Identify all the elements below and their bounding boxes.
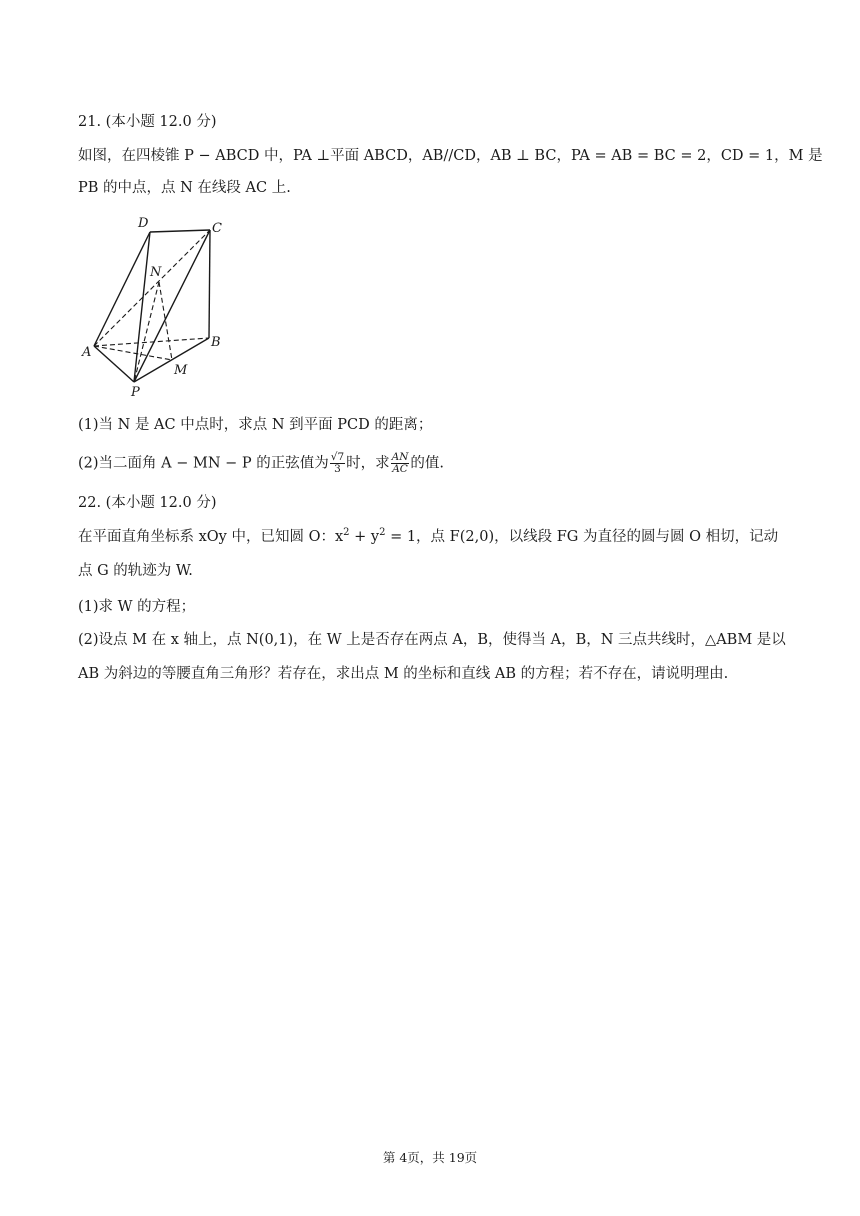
q22-part1: (1)求 W 的方程； [78,599,196,615]
q21-part2: (2)当二面角 A − MN − P 的正弦值为 $\frac{√7}{3}$ 时，求 $\frac{AN}{AC}$ 的值. [78,451,445,475]
edge-ab [94,338,209,346]
pyramid-figure [78,212,238,398]
edge-ac [94,230,210,346]
fraction-sqrt7-over-3: $\frac{√7}{3}$ [330,451,345,475]
label-d: D [138,216,149,231]
q22-stem-line1: 在平面直角坐标系 xOy 中，已知圆 O：$x^2 + y^2 = 1$，点 F(2,0)，以线段 FG 为直径的圆与圆 O 相切，记动 [78,527,779,545]
edge-ap [94,346,134,382]
label-n: N [150,265,162,280]
label-m: M [174,363,188,378]
edge-nm [159,282,172,360]
q22-part2-line2: AB 为斜边的等腰直角三角形？若存在，求出点 M 的坐标和直线 AB 的方程；若不存在，请说明理由. [78,666,729,682]
edge-am [94,346,172,360]
label-p: P [131,385,140,398]
edge-da [94,232,150,346]
page-footer: 第 4页，共 19页 [382,1150,478,1165]
fraction-an-over-ac: $\frac{AN}{AC}$ [391,451,409,475]
edge-cb [209,230,210,338]
q21-header: 21. (本小题 12.0 分) [78,114,217,130]
q22-part2-line1: (2)设点 M 在 x 轴上，点 N(0,1)，在 W 上是否存在两点 A，B，使得当 A，B，N 三点共线时，△ABM 是以 [78,632,786,648]
q22-stem-line2: 点 G 的轨迹为 W. [78,563,193,579]
edge-np [134,282,159,382]
q21-stem-line1: 如图，在四棱锥 P − ABCD 中，PA ⊥平面 ABCD，AB//CD，AB ⊥ BC，PA = AB = BC = 2，CD = 1，M 是 [78,148,823,164]
label-a: A [82,345,92,360]
label-c: C [212,221,222,236]
edge-pd [134,232,150,382]
q22-header: 22. (本小题 12.0 分) [78,495,217,511]
q21-stem-line2: PB 的中点，点 N 在线段 AC 上. [78,180,291,196]
q21-part1: (1)当 N 是 AC 中点时，求点 N 到平面 PCD 的距离； [78,417,433,433]
edge-dc [150,230,210,232]
label-b: B [211,335,221,350]
